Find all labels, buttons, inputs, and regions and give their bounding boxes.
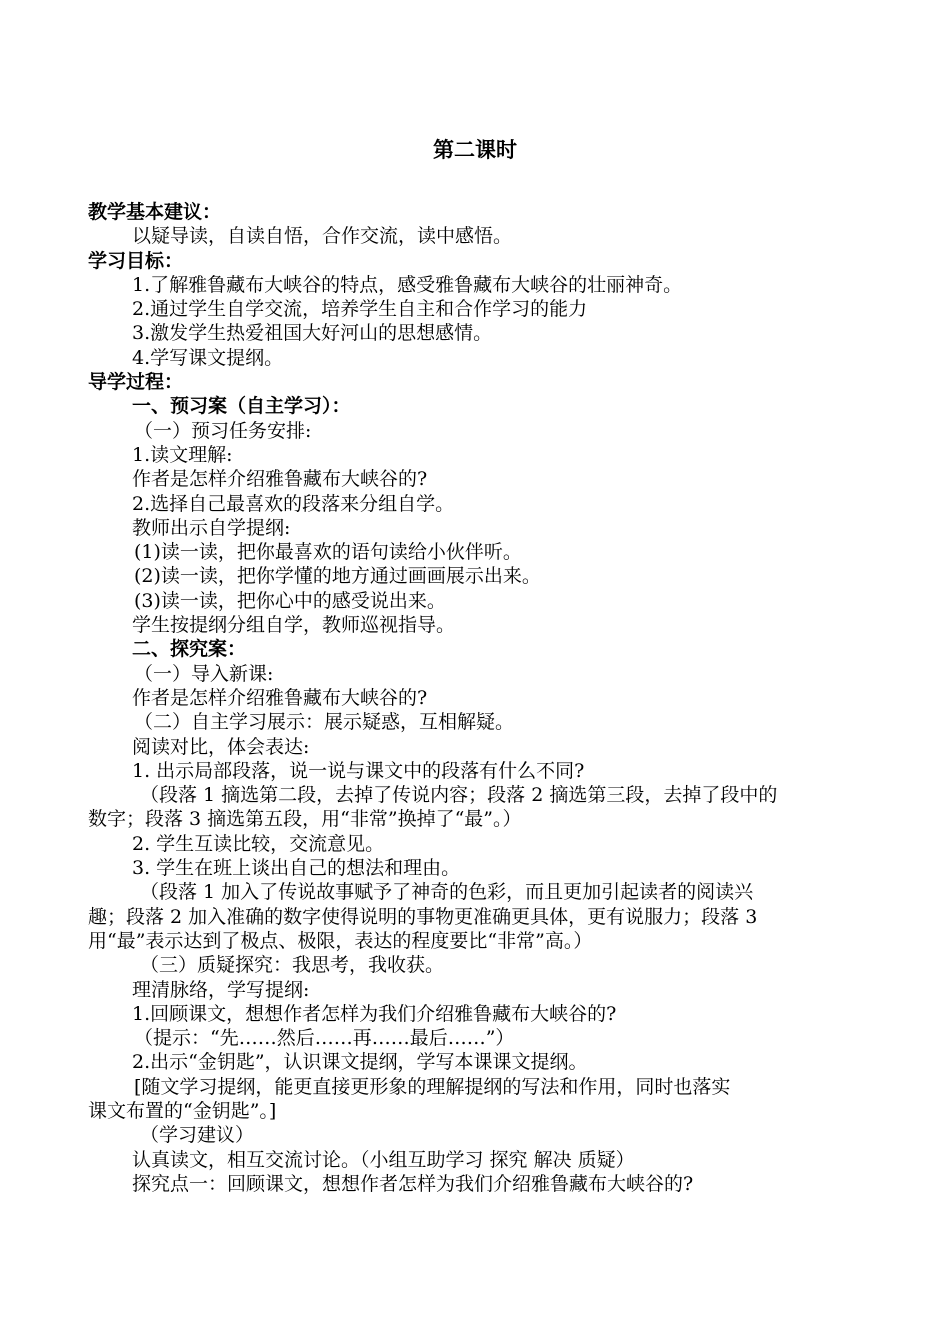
text-line: 2. 学生互读比较，交流意见。	[132, 832, 385, 855]
text-line: （段落 1 加入了传说故事赋予了神奇的色彩，而且更加引起读者的阅读兴	[140, 881, 754, 904]
text-line: 4.学写课文提纲。	[132, 346, 284, 369]
text-line: 教师出示自学提纲:	[132, 516, 291, 539]
text-line: 用“最”表示达到了极点、极限，表达的程度要比“非常”高。）	[88, 929, 593, 952]
text-line: 1.了解雅鲁藏布大峡谷的特点，感受雅鲁藏布大峡谷的壮丽神奇。	[132, 273, 683, 296]
text-line: 1.读文理解:	[132, 443, 233, 466]
text-line: （二）自主学习展示：展示疑惑，互相解疑。	[134, 711, 515, 734]
text-line: （段落 1 摘选第二段，去掉了传说内容；段落 2 摘选第三段，去掉了段中的	[140, 784, 778, 807]
text-line: 课文布置的“金钥匙”。]	[88, 1099, 277, 1122]
text-line: 阅读对比，体会表达:	[132, 735, 310, 758]
text-line: 2.通过学生自学交流，培养学生自主和合作学习的能力	[132, 298, 588, 321]
text-line: (2)读一读，把你学懂的地方通过画画展示出来。	[134, 565, 541, 588]
document-body	[88, 200, 866, 1196]
section-heading: 学习目标：	[88, 249, 184, 272]
text-line: 认真读文，相互交流讨论。（小组互助学习 探究 解决 质疑）	[132, 1148, 635, 1171]
text-line: （提示：“先……然后……再……最后……”）	[134, 1027, 515, 1050]
text-line: （一）导入新课:	[134, 662, 274, 685]
text-line: 2.选择自己最喜欢的段落来分组自学。	[132, 492, 455, 515]
text-line: 数字；段落 3 摘选第五段，用“非常”换掉了“最”。）	[88, 808, 522, 831]
section-heading: 二、探究案：	[132, 638, 247, 661]
text-line: 3. 学生在班上谈出自己的想法和理由。	[132, 857, 461, 880]
text-line: 1. 出示局部段落，说一说与课文中的段落有什么不同?	[132, 759, 585, 782]
text-line: 以疑导读，自读自悟，合作交流，读中感悟。	[132, 225, 513, 248]
text-line: (1)读一读，把你最喜欢的语句读给小伙伴听。	[134, 541, 522, 564]
text-line: （三）质疑探究：我思考，我收获。	[140, 954, 445, 977]
text-line: 趣；段落 2 加入准确的数字使得说明的事物更准确更具体，更有说服力；段落 3	[88, 905, 758, 928]
text-line: 探究点一：回顾课文，想想作者怎样为我们介绍雅鲁藏布大峡谷的?	[132, 1172, 694, 1195]
text-line: 作者是怎样介绍雅鲁藏布大峡谷的?	[132, 468, 428, 491]
text-line: 2.出示“金钥匙”，认识课文提纲，学写本课课文提纲。	[132, 1051, 588, 1074]
text-line: （学习建议）	[140, 1124, 255, 1147]
page-title: 第二课时	[433, 137, 517, 162]
section-heading: 教学基本建议：	[88, 201, 222, 223]
text-line: (3)读一读，把你心中的感受说出来。	[134, 589, 446, 612]
section-heading: 一、预习案（自主学习）：	[132, 395, 351, 418]
section-heading: 导学过程：	[88, 371, 184, 394]
text-line: 3.激发学生热爱祖国大好河山的思想感情。	[132, 322, 493, 345]
text-line: 作者是怎样介绍雅鲁藏布大峡谷的?	[132, 686, 428, 709]
text-line: [随文学习提纲，能更直接更形象的理解提纲的写法和作用，同时也落实	[134, 1075, 731, 1098]
text-line: 理清脉络，学写提纲:	[132, 978, 310, 1001]
text-line: （一）预习任务安排:	[134, 419, 312, 442]
text-line: 1.回顾课文，想想作者怎样为我们介绍雅鲁藏布大峡谷的?	[132, 1002, 617, 1025]
text-line: 学生按提纲分组自学，教师巡视指导。	[132, 614, 456, 637]
